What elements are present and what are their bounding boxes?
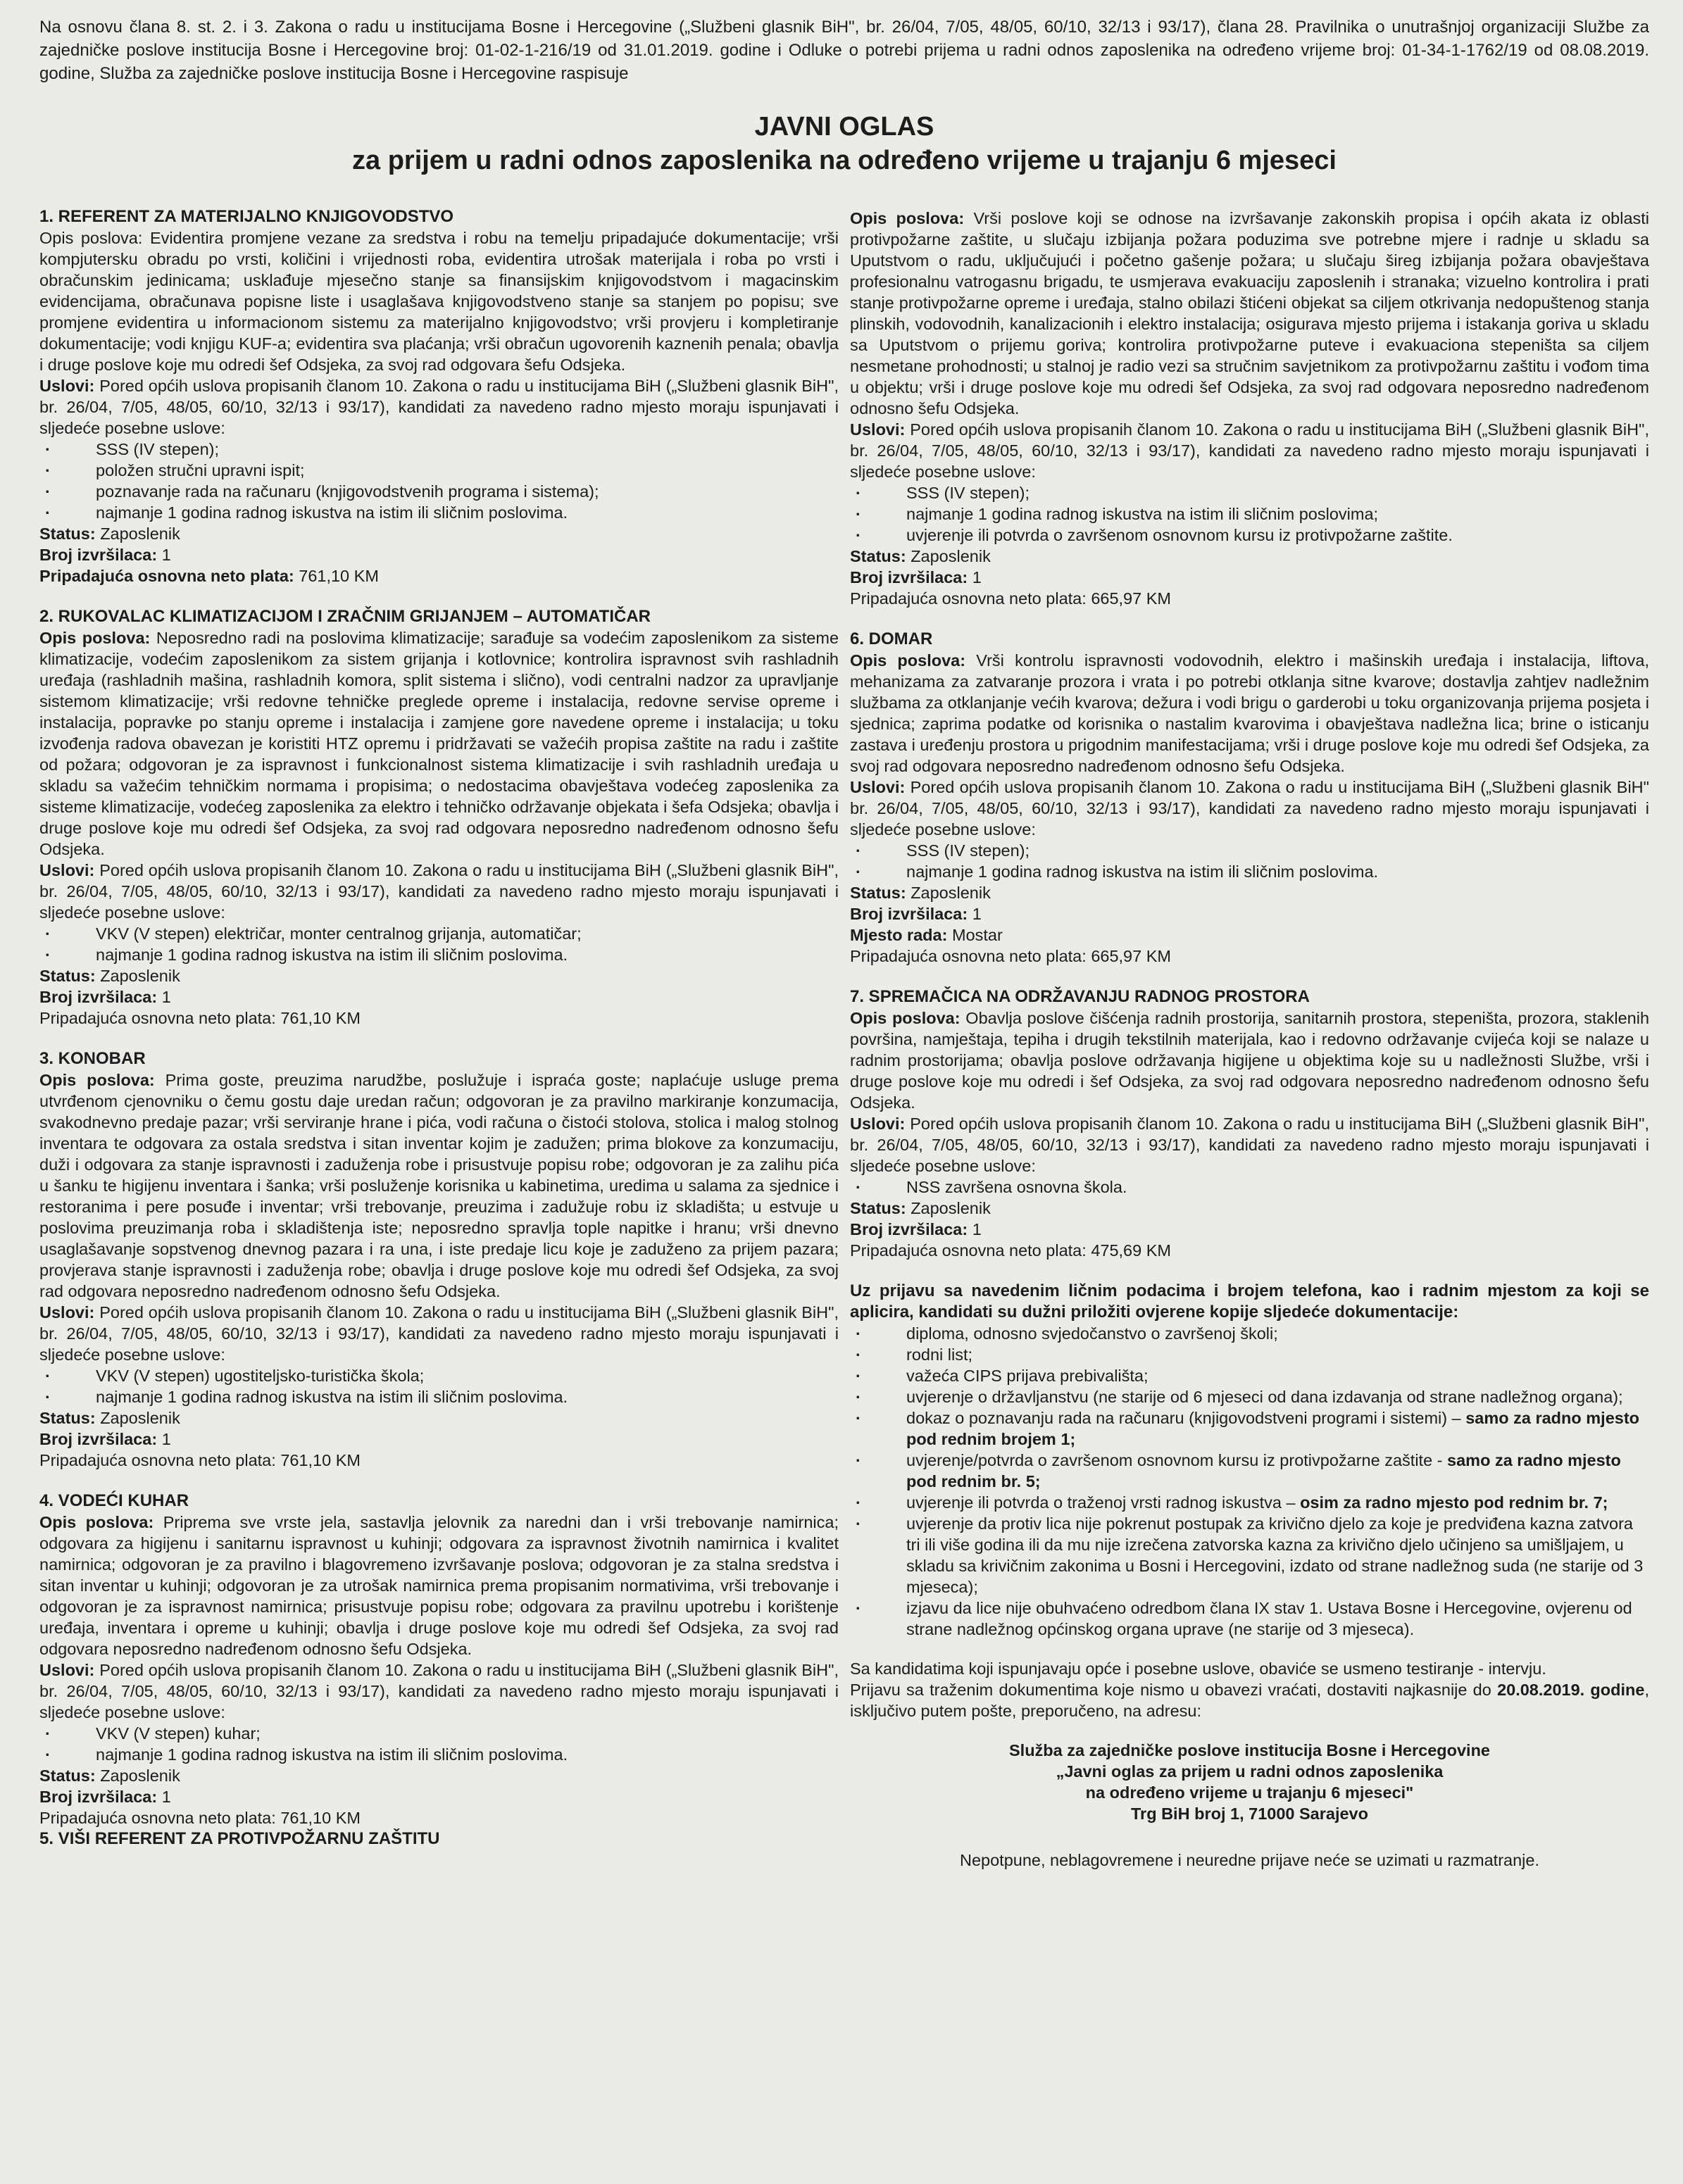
address-line: Služba za zajedničke poslove institucija Bosne i Hercegovine xyxy=(1008,1741,1490,1759)
salary-line: Pripadajuća osnovna neto plata: 665,97 KM xyxy=(850,947,1171,965)
list-item: · dokaz o poznavanju rada na računaru (knjigovodstveni programi i sistemi) – samo za radno mjesto pod rednim brojem 1; xyxy=(850,1407,1649,1450)
list-item: · VKV (V stepen) ugostiteljsko-turistička škola; xyxy=(39,1365,839,1386)
position-heading: 2. RUKOVALAC KLIMATIZACIJOM I ZRAČNIM GRIJANJEM – AUTOMATIČAR xyxy=(39,607,651,626)
testing-note: Sa kandidatima koji ispunjavaju opće i posebne uslove, obaviće se usmeno testiranje - intervju. xyxy=(850,1659,1546,1678)
conditions: Uslovi: Pored općih uslova propisanih članom 10. Zakona o radu u institucijama BiH („Službeni glasnik BiH", br. 26/04, 7/05, 48/05, 60/10, 32/13 i 93/17), kandidati za navedeno radno mjesto moraju ispunjavati i sljedeće posebne uslove: xyxy=(39,861,839,922)
announcement-subtitle: za prijem u radni odnos zaposlenika na određeno vrijeme u trajanju 6 mjeseci xyxy=(352,146,1337,175)
position-3 xyxy=(39,1048,839,1471)
status-line: Status: Zaposlenik xyxy=(850,1199,991,1217)
list-item: · SSS (IV stepen); xyxy=(39,439,839,460)
list-item: · uvjerenje ili potvrda o završenom osnovnom kursu iz protivpožarne zaštite. xyxy=(850,525,1649,546)
conditions: Uslovi: Pored općih uslova propisanih članom 10. Zakona o radu u institucijama BiH („Službeni glasnik BiH", br. 26/04, 7/05, 48/05, 60/10, 32/13 i 93/17), kandidati za navedeno radno mjesto moraju ispunjavati i sljedeće posebne uslove: xyxy=(39,377,839,437)
conditions: Uslovi: Pored općih uslova propisanih članom 10. Zakona o radu u institucijama BiH („Službeni glasnik BiH", br. 26/04, 7/05, 48/05, 60/10, 32/13 i 93/17), kandidati za navedeno radno mjesto moraju ispunjavati i sljedeće posebne uslove: xyxy=(39,1303,839,1364)
footer-note: Nepotpune, neblagovremene i neuredne prijave neće se uzimati u razmatranje. xyxy=(960,1851,1539,1869)
conditions: Uslovi: Pored općih uslova propisanih članom 10. Zakona o radu u institucijama BiH („Službeni glasnik BiH", br. 26/04, 7/05, 48/05, 60/10, 32/13 i 93/17), kandidati za navedeno radno mjesto moraju ispunjavati i sljedeće posebne uslove: xyxy=(850,1115,1649,1175)
list-item: · najmanje 1 godina radnog iskustva na istim ili sličnim poslovima. xyxy=(39,944,839,965)
position-heading: 4. VODEĆI KUHAR xyxy=(39,1491,189,1510)
status-line: Status: Zaposlenik xyxy=(39,967,180,985)
list-item: · NSS završena osnovna škola. xyxy=(850,1176,1649,1198)
job-description: Opis poslova: Neposredno radi na poslovima klimatizacije; sarađuje sa vodećim zaposlenikom za sisteme klimatizacije, vodećim zaposlenikom za sistem grijanja i kotlovnice; kontrolira ispravnost svih rashladnih uređaja (rashladnih mašina, rashladnih komora, split sistema i slično), vodi centralni nadzor za upravljanje sistemom klimatizacije; vrši redovne tehničke preglede opreme i instalacija, redovne servise opreme i instalacija, popravke po stanju opreme i instalacija i zamjene gore navedene opreme i instalacija; u toku izvođenja radova obavezan je koristiti HTZ opremu i pridržavati se važećih propisa zaštite na radu i zaštite od požara; odgovoran je za ispravnost i funkcionalnost sistema klimatizacije i svih rashladnih uređaja u skladu sa važećim tehničkim normama i propisima; o nedostacima obavještava vodećeg zaposlenika za sisteme klimatizacije, vodećeg zaposlenika za elektro i tehničko održavanje objekata i šefa Odsjeka; obavlja i druge poslove koje mu odredi šef Odsjeka, za svoj rad odgovara neposredno nadređenom odnosno šefu Odsjeka. xyxy=(39,629,839,858)
list-item: · SSS (IV stepen); xyxy=(850,840,1649,861)
list-item: · izjavu da lice nije obuhvaćeno odredbom člana IX stav 1. Ustava Bosne i Hercegovine, ovjerenu od strane nadležnog općinskog organa uprave (ne starije od 3 mjeseca). xyxy=(850,1598,1649,1640)
position-6 xyxy=(850,629,1649,967)
list-item: · VKV (V stepen) kuhar; xyxy=(39,1723,839,1744)
position-heading: 3. KONOBAR xyxy=(39,1049,146,1068)
job-description: Opis poslova: Evidentira promjene vezane za sredstva i robu na temelju pripadajuće dokumentacije; vrši kompjutersku obradu po vrsti, količini i vrijednosti roba, evidentira utrošak materijala i roba po vrsti i obračunskim jedinicama; usklađuje mjesečno stanje sa finansijskim knjigovodstvom i magacinskim evidencijama, obračunava popisne liste i usaglašava knjigovodstveno stanje sa stanjem po popisu; sve promjene evidentira u informacionom sistemu za materijalno knjigovodstvo; vrši provjeru i kompletiranje dokumentacije; vodi knjigu KUF-a; evidentira sva plaćanja; vrši obračun ugovorenih kaznenih penala; obavlja i druge poslove koje mu odredi šef Odsjeka, za svoj rad odgovara šefu Odsjeka. xyxy=(39,229,839,374)
list-item: · uvjerenje/potvrda o završenom osnovnom kursu iz protivpožarne zaštite - samo za radno mjesto pod rednim br. 5; xyxy=(850,1450,1649,1492)
position-heading: 5. VIŠI REFERENT ZA PROTIVPOŽARNU ZAŠTITU xyxy=(39,1829,440,1848)
position-heading: 6. DOMAR xyxy=(850,629,933,648)
list-item: · najmanje 1 godina radnog iskustva na istim ili sličnim poslovima. xyxy=(39,1386,839,1407)
requirements-list xyxy=(850,840,1649,882)
job-description: Opis poslova: Priprema sve vrste jela, sastavlja jelovnik za naredni dan i vrši trebovanje namirnica; odgovara za higijenu i sanitarnu ispravnost u kuhinji; odgovara za ispravnost životnih namirnica i kvalitet namirnica; odgovoran je za pravilno i blagovremeno izvršavanje poslova; odgovoran je za stalna sredstva i sitan inventar u kuhinji; odgovoran je za utrošak namirnica prema propisanim normativima, vrši trebovanje i odgovoran je za ispravnost namirnica; prisustvuje popisu robe; odgovara za pravilnu upotrebu i korištenje uređaja, inventara i opreme u kuhinji; obavlja i druge poslove koje mu odredi šef Odsjeka, za svoj rad odgovara neposredno nadređenom odnosno šefu Odsjeka. xyxy=(39,1513,839,1658)
address-line: na određeno vrijeme u trajanju 6 mjeseci" xyxy=(1085,1783,1414,1802)
requirements-list xyxy=(850,482,1649,546)
list-item: · uvjerenje da protiv lica nije pokrenut postupak za krivično djelo za koje je predviđena kazna zatvora tri ili više godina ili da mu nije izrečena zatvorska kazna za krivično djelo učinjeno sa umišljajem, u skladu sa krivičnim zakonima u Bosni i Hercegovini, izdato od strane nadležnog suda (ne starije od 3 mjeseca); xyxy=(850,1513,1649,1598)
count-line: Broj izvršilaca: 1 xyxy=(39,1430,171,1448)
list-item: · diploma, odnosno svjedočanstvo o završenoj školi; xyxy=(850,1323,1649,1344)
requirements-list xyxy=(39,1365,839,1407)
list-item: · rodni list; xyxy=(850,1344,1649,1365)
requirements-list xyxy=(850,1176,1649,1198)
salary-line: Pripadajuća osnovna neto plata: 761,10 KM xyxy=(39,1009,361,1027)
count-line: Broj izvršilaca: 1 xyxy=(850,1220,982,1238)
conditions: Uslovi: Pored općih uslova propisanih članom 10. Zakona o radu u institucijama BiH („Službeni glasnik BiH", br. 26/04, 7/05, 48/05, 60/10, 32/13 i 93/17), kandidati za navedeno radno mjesto moraju ispunjavati i sljedeće posebne uslove: xyxy=(39,1661,839,1721)
list-item: · VKV (V stepen) električar, monter centralnog grijanja, automatičar; xyxy=(39,923,839,944)
position-heading: 1. REFERENT ZA MATERIJALNO KNJIGOVODSTVO xyxy=(39,207,454,226)
job-description: Opis poslova: Prima goste, preuzima narudžbe, poslužuje i ispraća goste; naplaćuje usluge prema utvrđenom cjenovniku o čemu gostu daje uredan račun; odgovoran je za pravilno markiranje konzumacija, svakodnevno predaje pazar; vrši serviranje hrane i pića, vodi računa o čistoći stolova, stolica i malog stolnog inventara te odgovara za ostala sredstva i sitan inventar kojim je zadužen; prima blokove za konzumaciju, duži i odgovara za stanje ispravnosti i zaduženja robe i prisustvuje popisu robe; odgovoran je za zalihu pića u šanku te higijenu inventara i šanka; vrši posluženje korisnika u kabinetima, uredima u salama za sjednice i restoranima i pere posuđe i inventar; vrši trebovanje, preuzima i zadužuje robu iz skladišta; u estvuje u poslovima preuzimanja roba i skladištenja iste; neposredno spravlja tople napitke i hranu; vrši dnevno usaglašavanje sopstvenog dnevnog pazara i ra una, i iste predaje licu koje je zaduženo za prijem pazara; provjerava stanje ispravnosti i zaduženja robe; obavlja i druge poslove koje mu odredi šef Odsjeka, za svoj rad odgovara neposredno nadređenom odnosno šefu Odsjeka. xyxy=(39,1071,839,1300)
list-item: · poznavanje rada na računaru (knjigovodstvenih programa i sistema); xyxy=(39,481,839,502)
address-line: Trg BiH broj 1, 71000 Sarajevo xyxy=(1131,1805,1368,1823)
salary-line: Pripadajuća osnovna neto plata: 665,97 KM xyxy=(850,589,1171,608)
position-4 xyxy=(39,1490,839,1850)
right-column xyxy=(850,206,1649,1871)
list-item: · položen stručni upravni ispit; xyxy=(39,460,839,481)
list-item: · SSS (IV stepen); xyxy=(850,482,1649,503)
requirements-list xyxy=(39,923,839,965)
left-column xyxy=(39,206,839,1871)
documentation-list xyxy=(850,1323,1649,1640)
position-heading: 7. SPREMAČICA NA ODRŽAVANJU RADNOG PROSTORA xyxy=(850,987,1310,1006)
position-2 xyxy=(39,606,839,1029)
location-line: Mjesto rada: Mostar xyxy=(850,926,1003,944)
job-description: Opis poslova: Vrši kontrolu ispravnosti vodovodnih, elektro i mašinskih uređaja i instalacija, liftova, mehanizama za zatvaranje prozora i vrata i po potrebi otklanja sitne kvarove; dostavlja zahtjev nadležnim službama za otklanjanje većih kvarova; dežura i vodi brigu o garderobi u toku organizovanja prijema posjeta i sjednica; zaprima podatke od korisnika o nastalim kvarovima i obavještava nadležna lica; brine o isticanju zastava i uređenju prostora u prigodnim manifestacijama; vrši i druge poslove koje mu odredi šef Odsjeka, za svoj rad odgovara neposredno nadređenom odnosno šefu Odsjeka. xyxy=(850,651,1649,775)
content-columns xyxy=(39,206,1649,1871)
salary-line: Pripadajuća osnovna neto plata: 761,10 KM xyxy=(39,1451,361,1469)
salary-line: Pripadajuća osnovna neto plata: 761,10 KM xyxy=(39,1809,361,1827)
count-line: Broj izvršilaca: 1 xyxy=(850,905,982,923)
announcement-title: JAVNI OGLAS xyxy=(754,112,934,142)
salary-line: Pripadajuća osnovna neto plata: 761,10 KM xyxy=(39,567,379,585)
deadline-note: Prijavu sa traženim dokumentima koje nismo u obavezi vraćati, dostaviti najkasnije do 20.08.2019. godine, isključivo putem pošte, preporučeno, na adresu: xyxy=(850,1681,1649,1720)
status-line: Status: Zaposlenik xyxy=(39,1766,180,1785)
list-item: · važeća CIPS prijava prebivališta; xyxy=(850,1365,1649,1386)
list-item: · najmanje 1 godina radnog iskustva na istim ili sličnim poslovima. xyxy=(39,502,839,523)
list-item: · najmanje 1 godina radnog iskustva na istim ili sličnim poslovima. xyxy=(850,861,1649,882)
position-5-details xyxy=(850,208,1649,609)
list-item: · najmanje 1 godina radnog iskustva na istim ili sličnim poslovima. xyxy=(39,1744,839,1765)
job-description: Opis poslova: Vrši poslove koji se odnose na izvršavanje zakonskih propisa i općih akata iz oblasti protivpožarne zaštite, u slučaju izbijanja požara poduzima sve potrebne mjere i radnje u skladu sa Uputstvom o radu, uključujući i početno gašenje požara; u slučaju šireg izbijanja požara obavještava profesionalnu vatrogasnu brigadu, te usmjerava evakuaciju zaposlenih i stranaka; vizuelno kontrolira i prati stanje protivpožarne opreme i uređaja, stalno obilazi štićeni objekat sa ciljem otkrivanja nedopuštenog stanja plinskih, vodovodnih, kanalizacionih i elektro instalacija; osigurava mjesto prijema i istakanja goriva u skladu sa Uputstvom o prijemu goriva; kontrolira protivpožarne puteve i evakuaciona stepeništa sa ciljem nesmetane prohodnosti; u stalnoj je radio vezi sa stručnim savjetnikom za protivpožarnu zaštitu i vođom tima u objektu; vrši i druge poslove koje mu odredi šef Odsjeka, za svoj rad odgovara neposredno nadređenom odnosno šefu Odsjeka. xyxy=(850,209,1650,418)
status-line: Status: Zaposlenik xyxy=(850,884,991,902)
list-item: · uvjerenje ili potvrda o traženoj vrsti radnog iskustva – osim za radno mjesto pod rednim br. 7; xyxy=(850,1492,1649,1513)
conditions: Uslovi: Pored općih uslova propisanih članom 10. Zakona o radu u institucijama BiH („Službeni glasnik BiH" br. 26/04, 7/05, 48/05, 60/10, 32/13 i 93/17), kandidati za navedeno radno mjesto moraju ispunjavati i sljedeće posebne uslove: xyxy=(850,778,1649,839)
documentation-intro: Uz prijavu sa navedenim ličnim podacima i brojem telefona, kao i radnim mjestom za koji se aplicira, kandidati su dužni priložiti ovjerene kopije sljedeće dokumentacije: xyxy=(850,1281,1649,1322)
address-line: „Javni oglas za prijem u radni odnos zaposlenika xyxy=(1056,1762,1444,1781)
status-line: Status: Zaposlenik xyxy=(39,1409,180,1427)
count-line: Broj izvršilaca: 1 xyxy=(850,568,982,586)
job-description: Opis poslova: Obavlja poslove čišćenja radnih prostorija, sanitarnih prostora, stepeništa, prozora, staklenih površina, namještaja, tepiha i drugih tekstilnih materijala, kao i redovno održavanje cvijeća koji se nalaze u radnim prostorijama; obavlja poslove održavanja higijene u objektima koje su u nadležnosti Službe, vrši i druge poslove koje mu odredi i šef Odsjeka, za svoj rad odgovara neposredno nadređenom odnosno šefu Odsjeka. xyxy=(850,1009,1650,1112)
list-item: · najmanje 1 godina radnog iskustva na istim ili sličnim poslovima; xyxy=(850,503,1649,525)
intro-paragraph: Na osnovu člana 8. st. 2. i 3. Zakona o radu u institucijama Bosne i Hercegovine („Službeni glasnik BiH", br. 26/04, 7/05, 48/05, 60/10, 32/13 i 93/17), člana 28. Pravilnika o unutrašnjoj organizaciji Službe za zajedničke poslove institucija Bosne i Hercegovine broj: 01-02-1-216/19 od 31.01.2019. godine i Odluke o potrebi prijema u radni odnos zaposlenika na određeno vrijeme broj: 01-34-1-1762/19 od 08.08.2019. godine, Služba za zajedničke poslove institucija Bosne i Hercegovine raspisuje xyxy=(39,18,1649,83)
position-1 xyxy=(39,206,839,586)
count-line: Broj izvršilaca: 1 xyxy=(39,546,171,564)
list-item: · uvjerenje o državljanstvu (ne starije od 6 mjeseci od dana izdavanja od strane nadležnog organa); xyxy=(850,1386,1649,1407)
documentation-section xyxy=(850,1281,1649,1871)
status-line: Status: Zaposlenik xyxy=(850,547,991,565)
conditions: Uslovi: Pored općih uslova propisanih članom 10. Zakona o radu u institucijama BiH („Službeni glasnik BiH", br. 26/04, 7/05, 48/05, 60/10, 32/13 i 93/17), kandidati za navedeno radno mjesto moraju ispunjavati i sljedeće posebne uslove: xyxy=(850,420,1649,481)
requirements-list xyxy=(39,1723,839,1765)
count-line: Broj izvršilaca: 1 xyxy=(39,1788,171,1806)
requirements-list xyxy=(39,439,839,523)
status-line: Status: Zaposlenik xyxy=(39,525,180,543)
salary-line: Pripadajuća osnovna neto plata: 475,69 KM xyxy=(850,1241,1171,1260)
position-7 xyxy=(850,986,1649,1261)
count-line: Broj izvršilaca: 1 xyxy=(39,988,171,1006)
